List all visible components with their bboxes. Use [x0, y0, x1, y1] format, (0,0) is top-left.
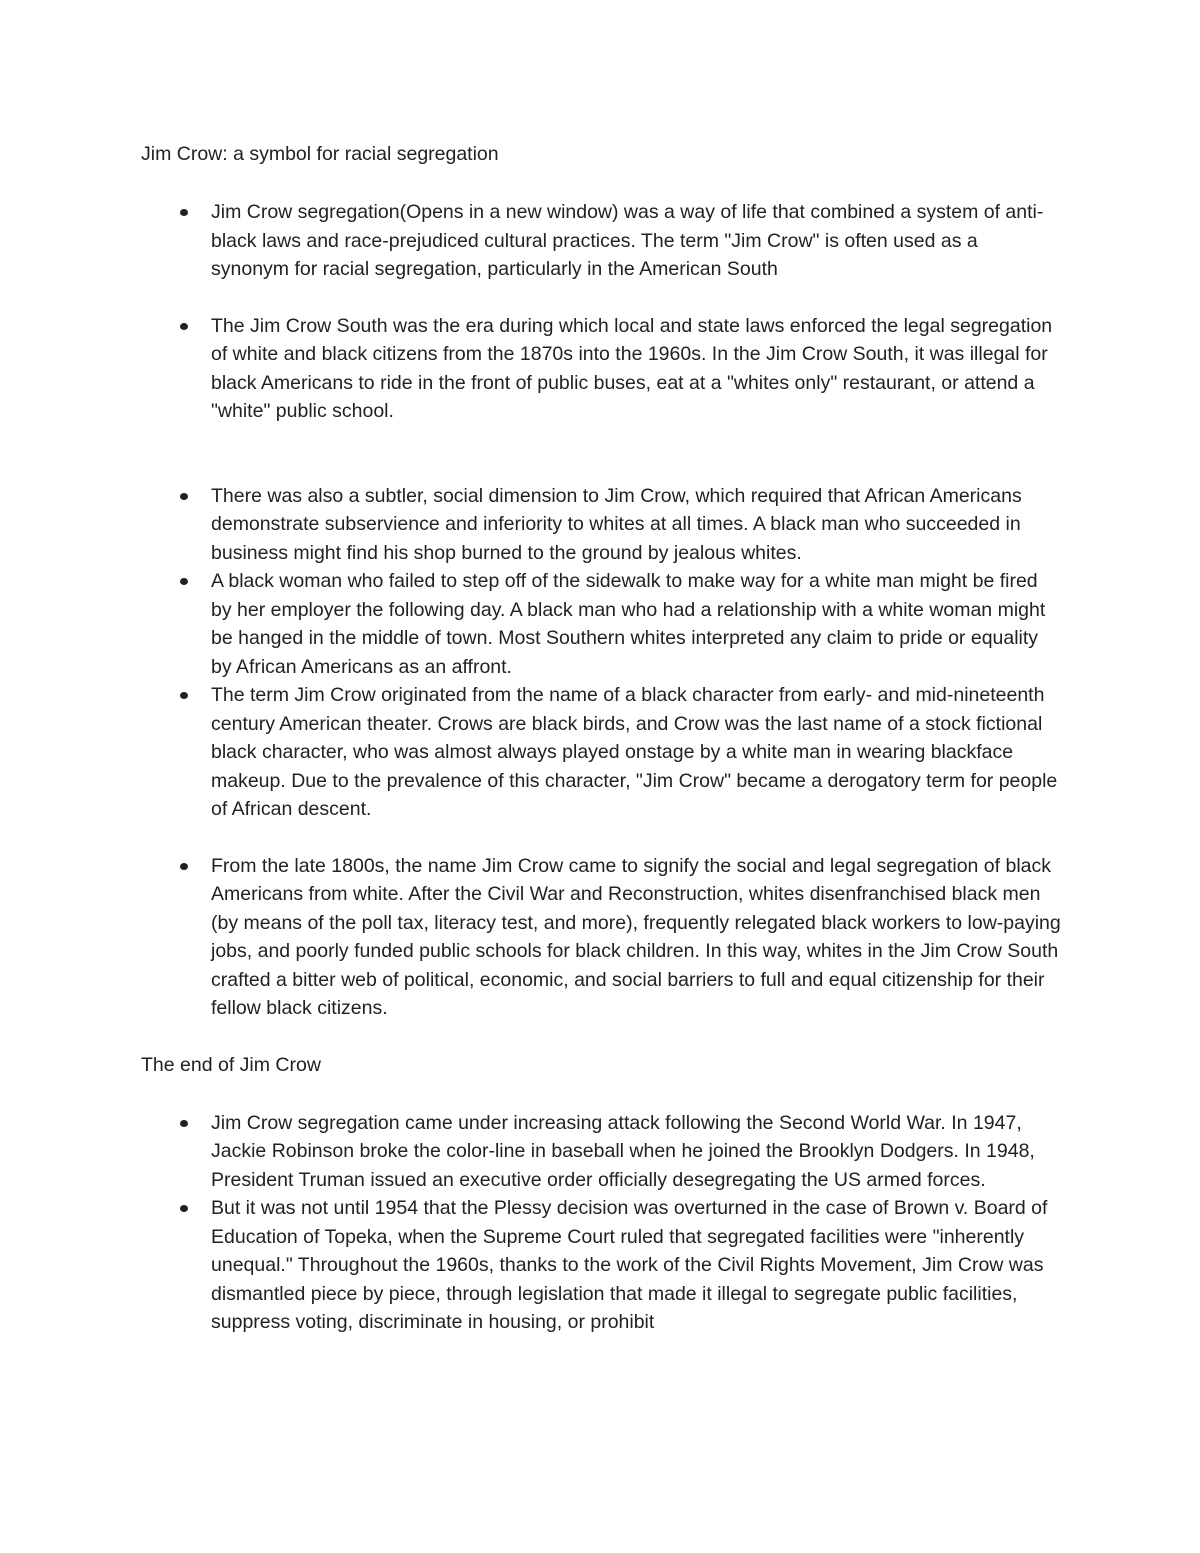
- bullet-dot-icon: [180, 493, 188, 500]
- bullet-dot-icon: [180, 692, 188, 699]
- list-item: The term Jim Crow originated from the name of a black character from early- and mid-nineteenth century American theater. Crows are black birds, and Crow was the last name of a stock fictional black character, who was almost always played onstage by a white man in wearing blackface makeup. Due to the prevalence of this character, "Jim Crow" became a derogatory term for people of African descent.: [141, 681, 1061, 824]
- bullet-dot-icon: [180, 1205, 188, 1212]
- bullet-dot-icon: [180, 578, 188, 585]
- list-item: Jim Crow segregation(Opens in a new window) was a way of life that combined a system of anti-black laws and race-prejudiced cultural practices. The term "Jim Crow" is often used as a synonym for racial segregation, particularly in the American South: [141, 198, 1061, 284]
- list-item: But it was not until 1954 that the Plessy decision was overturned in the case of Brown v. Board of Education of Topeka, when the Supreme Court ruled that segregated facilities were "inherently unequal." Throughout the 1960s, thanks to the work of the Civil Rights Movement, Jim Crow was dismantled piece by piece, through legislation that made it illegal to segregate public facilities, suppress voting, discriminate in housing, or prohibit: [141, 1194, 1061, 1337]
- list-item: From the late 1800s, the name Jim Crow came to signify the social and legal segregation of black Americans from white. After the Civil War and Reconstruction, whites disenfranchised black men (by means of the poll tax, literacy test, and more), frequently relegated black workers to low-paying jobs, and poorly funded public schools for black children. In this way, whites in the Jim Crow South crafted a bitter web of political, economic, and social barriers to full and equal citizenship for their fellow black citizens.: [141, 852, 1061, 1023]
- list-item: A black woman who failed to step off of the sidewalk to make way for a white man might be fired by her employer the following day. A black man who had a relationship with a white woman might be hanged in the middle of town. Most Southern whites interpreted any claim to pride or equality by African Americans as an affront.: [141, 567, 1061, 681]
- bullet-list-end: [141, 1109, 1061, 1337]
- bullet-dot-icon: [180, 209, 188, 216]
- list-item: The Jim Crow South was the era during which local and state laws enforced the legal segregation of white and black citizens from the 1870s into the 1960s. In the Jim Crow South, it was illegal for black Americans to ride in the front of public buses, eat at a "whites only" restaurant, or attend a "white" public school.: [141, 312, 1061, 426]
- section-heading-end: The end of Jim Crow: [141, 1053, 321, 1076]
- document-page: [141, 140, 1061, 1337]
- bullet-list-symbol: [141, 198, 1061, 1023]
- section-heading-symbol: Jim Crow: a symbol for racial segregation: [141, 143, 499, 165]
- bullet-dot-icon: [180, 1120, 188, 1127]
- list-item: There was also a subtler, social dimension to Jim Crow, which required that African Americans demonstrate subservience and inferiority to whites at all times. A black man who succeeded in business might find his shop burned to the ground by jealous whites.: [141, 482, 1061, 568]
- bullet-dot-icon: [180, 863, 188, 870]
- bullet-dot-icon: [180, 323, 188, 330]
- list-item: Jim Crow segregation came under increasing attack following the Second World War. In 1947, Jackie Robinson broke the color-line in baseball when he joined the Brooklyn Dodgers. In 1948, President Truman issued an executive order officially desegregating the US armed forces.: [141, 1109, 1061, 1195]
